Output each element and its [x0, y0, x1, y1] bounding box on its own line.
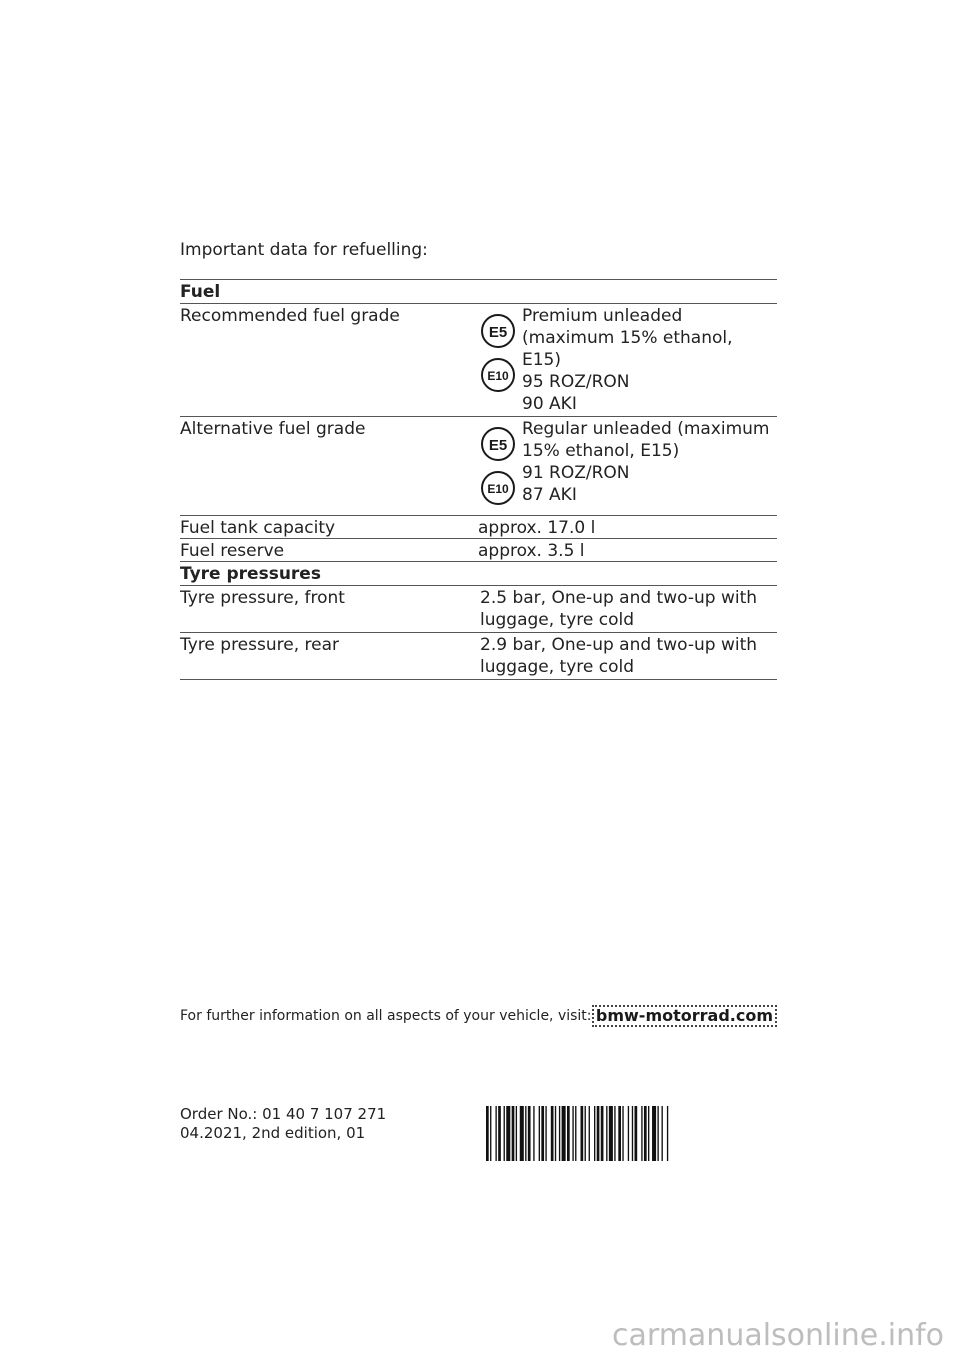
barcode-bar — [628, 1106, 629, 1161]
intro-text: Important data for refuelling: — [180, 240, 428, 260]
barcode-bar — [525, 1106, 526, 1161]
alternative-fuel-value — [480, 417, 777, 515]
barcode-bar — [551, 1106, 554, 1161]
barcode-bar — [644, 1106, 647, 1161]
barcode — [486, 1106, 778, 1161]
barcode-bar — [541, 1106, 544, 1161]
barcode-bar — [545, 1106, 546, 1161]
fuel-heading-row — [180, 279, 777, 303]
barcode-bar — [648, 1106, 649, 1161]
tyre-rear-row — [180, 632, 777, 680]
barcode-bar — [490, 1106, 491, 1161]
tank-capacity-value: approx. 17.0 l — [478, 518, 596, 538]
fuel-line: 91 ROZ/RON — [522, 463, 630, 483]
barcode-bar — [618, 1106, 621, 1161]
barcode-bar — [498, 1106, 501, 1161]
tyre-front-label: Tyre pressure, front — [180, 588, 345, 608]
barcode-bar — [597, 1106, 600, 1161]
tyre-rear-line: luggage, tyre cold — [480, 657, 635, 677]
recommended-fuel-value — [480, 304, 777, 416]
fuel-line: 95 ROZ/RON — [522, 372, 630, 392]
footer-info — [180, 1005, 777, 1027]
barcode-bar — [516, 1106, 517, 1161]
alternative-fuel-row — [180, 416, 777, 515]
fuel-line: Premium unleaded — [522, 306, 683, 326]
barcode-bar — [614, 1106, 615, 1161]
tyre-front-line: 2.5 bar, One-up and two-up with — [480, 588, 758, 608]
tyre-front-line: luggage, tyre cold — [480, 610, 635, 630]
tyre-rear-line: 2.9 bar, One-up and two-up with — [480, 635, 758, 655]
barcode-bar — [559, 1106, 560, 1161]
barcode-bar — [512, 1106, 515, 1161]
barcode-bar — [594, 1106, 595, 1161]
barcode-bar — [562, 1106, 566, 1161]
fuel-line: E15) — [522, 350, 562, 370]
fuel-icons — [480, 418, 522, 514]
barcode-bar — [662, 1106, 663, 1161]
barcode-bar — [609, 1106, 613, 1161]
e10-fuel-icon — [480, 470, 516, 506]
tyre-rear-label: Tyre pressure, rear — [180, 635, 339, 655]
barcode-bar — [657, 1106, 658, 1161]
e5-icon-label: E5 — [488, 437, 508, 454]
barcode-bar — [533, 1106, 534, 1161]
barcode-bar — [635, 1106, 638, 1161]
fuel-reserve-label: Fuel reserve — [180, 541, 285, 561]
footer-info-text: For further information on all aspects of your vehicle, visit: — [180, 1008, 592, 1024]
barcode-bar — [606, 1106, 607, 1161]
tyre-front-value — [480, 586, 777, 632]
barcode-bar — [667, 1106, 668, 1161]
barcode-bar — [652, 1106, 656, 1161]
recommended-fuel-text — [522, 305, 777, 415]
barcode-bar — [495, 1106, 496, 1161]
fuel-line: Regular unleaded (maximum — [522, 419, 770, 439]
barcode-bar — [641, 1106, 642, 1161]
barcode-bar — [567, 1106, 570, 1161]
edition-info: 04.2021, 2nd edition, 01 — [180, 1124, 366, 1142]
barcode-bar — [506, 1106, 510, 1161]
e5-fuel-icon — [480, 313, 516, 349]
barcode-bar — [575, 1106, 576, 1161]
e10-icon-label: E10 — [487, 369, 509, 383]
tyre-heading-row — [180, 561, 777, 585]
barcode-bar — [504, 1106, 505, 1161]
tyre-front-row — [180, 585, 777, 632]
barcode-bar — [622, 1106, 623, 1161]
website-link[interactable]: bmw-motorrad.com — [592, 1005, 777, 1027]
fuel-reserve-row — [180, 538, 777, 561]
alternative-fuel-label: Alternative fuel grade — [180, 419, 366, 439]
fuel-line: 15% ethanol, E15) — [522, 441, 680, 461]
watermark: carmanualsonline.info — [612, 1318, 944, 1353]
barcode-bar — [581, 1106, 584, 1161]
alternative-fuel-text — [522, 418, 777, 514]
fuel-line: (maximum 15% ethanol, — [522, 328, 733, 348]
barcode-bar — [585, 1106, 586, 1161]
tank-capacity-label: Fuel tank capacity — [180, 518, 336, 538]
barcode-bar — [486, 1106, 489, 1161]
spec-table — [180, 279, 777, 680]
recommended-fuel-row — [180, 303, 777, 416]
tyre-heading: Tyre pressures — [180, 564, 321, 584]
barcode-bar — [555, 1106, 556, 1161]
order-info — [180, 1105, 386, 1143]
e5-fuel-icon — [480, 426, 516, 462]
tyre-rear-value — [480, 633, 777, 679]
fuel-reserve-value: approx. 3.5 l — [478, 541, 585, 561]
e10-icon-label: E10 — [487, 482, 509, 496]
e5-icon-label: E5 — [488, 324, 508, 341]
fuel-line: 87 AKI — [522, 485, 577, 505]
barcode-bar — [539, 1106, 540, 1161]
barcode-bar — [589, 1106, 590, 1161]
fuel-heading: Fuel — [180, 282, 221, 302]
recommended-fuel-label: Recommended fuel grade — [180, 306, 400, 326]
barcode-bar — [528, 1106, 531, 1161]
barcode-bar — [572, 1106, 573, 1161]
order-number: Order No.: 01 40 7 107 271 — [180, 1105, 387, 1123]
tank-capacity-row — [180, 515, 777, 538]
barcode-bar — [520, 1106, 524, 1161]
fuel-line: 90 AKI — [522, 394, 577, 414]
e10-fuel-icon — [480, 357, 516, 393]
barcode-bar — [632, 1106, 633, 1161]
barcode-bar — [601, 1106, 604, 1161]
fuel-icons — [480, 305, 522, 415]
